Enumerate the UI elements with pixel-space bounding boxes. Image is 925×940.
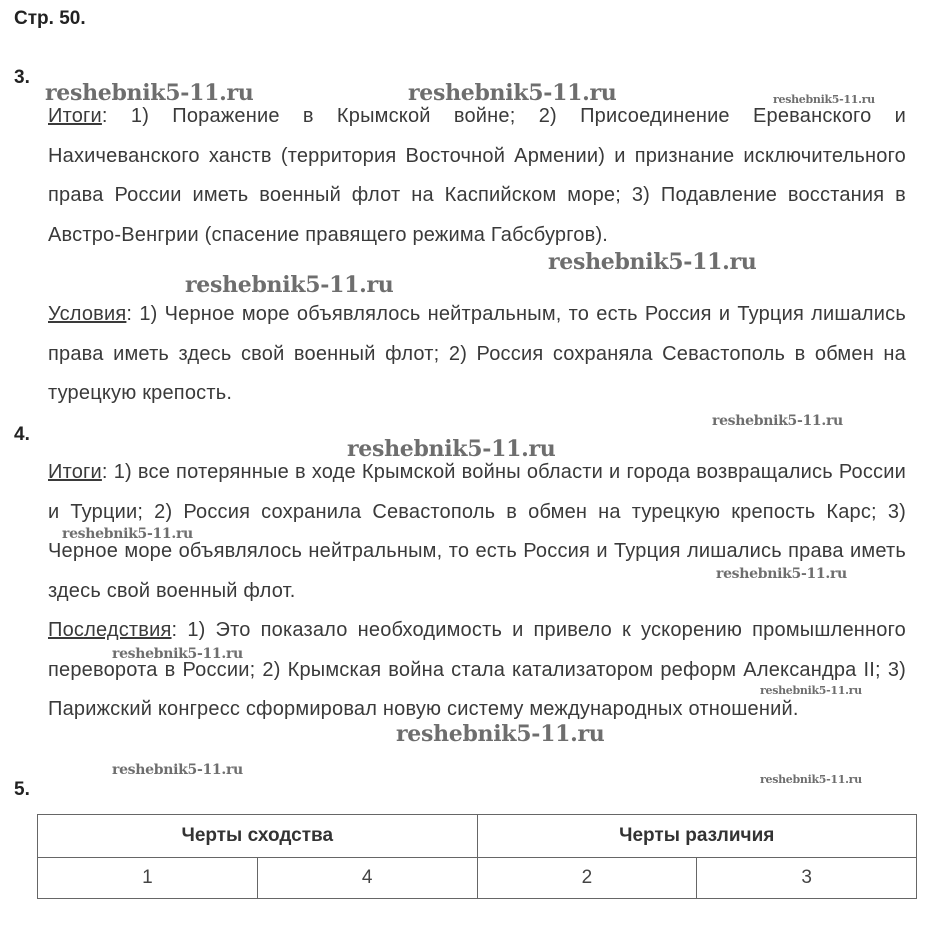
task4-consequences-paragraph bbox=[48, 611, 906, 730]
task3-results-paragraph bbox=[48, 97, 906, 255]
watermark: reshebnik5-11.ru bbox=[112, 646, 243, 662]
watermark: reshebnik5-11.ru bbox=[45, 80, 254, 106]
differences-header: Черты различия bbox=[477, 815, 917, 858]
watermark: reshebnik5-11.ru bbox=[62, 526, 193, 542]
task3-results-text: : 1) Поражение в Крымской войне; 2) Присоединение Ереванского и Нахичеванского ханств (территория Восточной Армении) и признание исключительного права России иметь военный флот на Каспийском море; 3) Подавление восстания в Австро-Венгрии (спасение правящего режима Габсбургов). bbox=[48, 105, 906, 246]
table-header-row bbox=[38, 815, 917, 858]
task3-conditions-paragraph bbox=[48, 295, 906, 414]
answer-table bbox=[37, 814, 917, 899]
table-cell: 2 bbox=[477, 858, 697, 899]
task4-results-label: Итоги bbox=[48, 461, 102, 483]
task-number-4: 4. bbox=[14, 424, 30, 445]
task4-consequences-label: Последствия bbox=[48, 619, 172, 641]
task3-results-label: Итоги bbox=[48, 105, 102, 127]
watermark: reshebnik5-11.ru bbox=[760, 773, 862, 786]
watermark: reshebnik5-11.ru bbox=[408, 80, 617, 106]
table-row bbox=[38, 858, 917, 899]
watermark: reshebnik5-11.ru bbox=[716, 566, 847, 582]
task3-conditions-text: : 1) Черное море объявлялось нейтральным, то есть Россия и Турция лишались права иметь здесь свой военный флот; 2) Россия сохраняла Севастополь в обмен на турецкую крепость. bbox=[48, 303, 906, 404]
watermark: reshebnik5-11.ru bbox=[760, 684, 862, 697]
watermark: reshebnik5-11.ru bbox=[347, 436, 556, 462]
task4-consequences-text: : 1) Это показало необходимость и привело к ускорению промышленного переворота в России; 2) Крымская война стала катализатором реформ Александра II; 3) Парижский конгресс сформировал новую систему международных отношений. bbox=[48, 619, 906, 720]
task3-conditions-label: Условия bbox=[48, 303, 127, 325]
task-number-3: 3. bbox=[14, 67, 30, 88]
page-title: Стр. 50. bbox=[14, 8, 86, 29]
task-number-5: 5. bbox=[14, 779, 30, 800]
watermark: reshebnik5-11.ru bbox=[185, 272, 394, 298]
table-cell: 1 bbox=[38, 858, 258, 899]
watermark: reshebnik5-11.ru bbox=[712, 413, 843, 429]
watermark: reshebnik5-11.ru bbox=[396, 721, 605, 747]
watermark: reshebnik5-11.ru bbox=[112, 762, 243, 778]
task4-results-text: : 1) все потерянные в ходе Крымской войны области и города возвращались России и Турции; 2) Россия сохранила Севастополь в обмен на турецкую крепость Карс; 3) Черное море объявлялось нейтральным, то есть Россия и Турция лишались права иметь здесь свой военный флот. bbox=[48, 461, 906, 602]
table-cell: 4 bbox=[257, 858, 477, 899]
watermark: reshebnik5-11.ru bbox=[773, 93, 875, 106]
similarities-header: Черты сходства bbox=[38, 815, 478, 858]
table-cell: 3 bbox=[697, 858, 917, 899]
watermark: reshebnik5-11.ru bbox=[548, 249, 757, 275]
